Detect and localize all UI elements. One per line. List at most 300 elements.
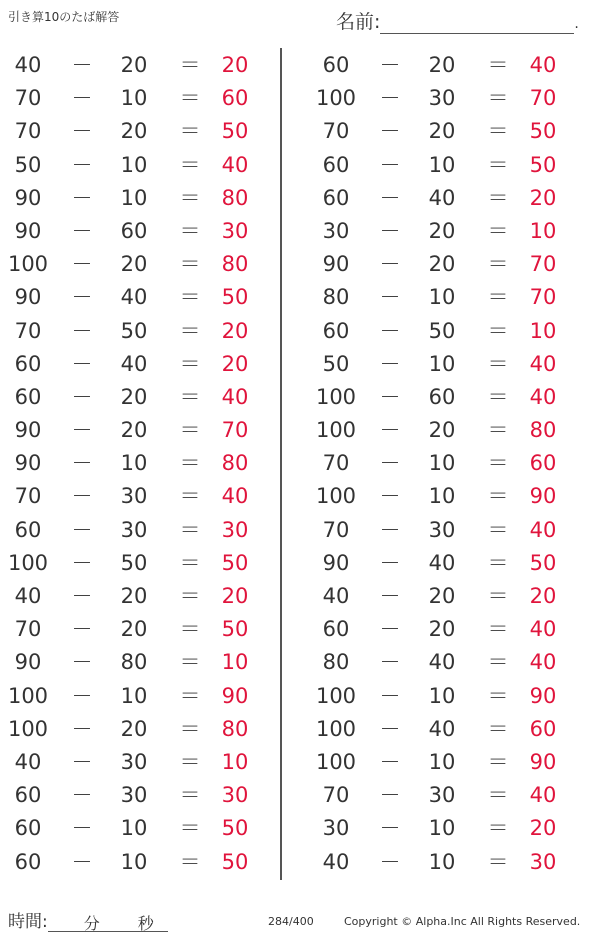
minuend: 60 xyxy=(322,617,350,642)
problem-row xyxy=(308,414,598,447)
equals-sign: ＝ xyxy=(179,517,201,542)
problem-row xyxy=(0,480,290,513)
problem-row xyxy=(0,82,290,115)
subtrahend: 10 xyxy=(428,451,456,476)
minuend: 90 xyxy=(14,285,42,310)
answer: 50 xyxy=(221,550,249,575)
answer: 40 xyxy=(529,617,557,642)
problem-row xyxy=(0,414,290,447)
equals-sign: ＝ xyxy=(179,849,201,874)
minuend: 100 xyxy=(315,716,357,741)
subtrahend: 20 xyxy=(120,53,148,77)
minutes-label: 分 xyxy=(83,914,100,933)
problem-row xyxy=(308,846,598,879)
equals-sign: ＝ xyxy=(487,716,509,741)
minus-sign: － xyxy=(71,86,93,111)
minuend: 100 xyxy=(315,683,357,708)
minuend: 100 xyxy=(7,252,49,277)
answer: 80 xyxy=(221,252,249,277)
equals-sign: ＝ xyxy=(179,550,201,575)
answer: 60 xyxy=(529,451,557,476)
minuend: 100 xyxy=(7,550,49,575)
subtrahend: 60 xyxy=(120,218,148,243)
subtrahend: 20 xyxy=(120,119,148,144)
minus-sign: － xyxy=(379,749,401,774)
minuend: 40 xyxy=(322,849,350,874)
problem-row xyxy=(308,49,598,82)
answer: 20 xyxy=(221,318,249,343)
name-end-mark: . xyxy=(574,16,579,32)
problem-row xyxy=(308,215,598,248)
minuend: 90 xyxy=(14,451,42,476)
answer: 30 xyxy=(221,517,249,542)
equals-sign: ＝ xyxy=(487,53,509,77)
minuend: 90 xyxy=(14,185,42,210)
equals-sign: ＝ xyxy=(179,218,201,243)
equals-sign: ＝ xyxy=(179,318,201,343)
equals-sign: ＝ xyxy=(487,550,509,575)
minus-sign: － xyxy=(379,318,401,343)
problem-row xyxy=(308,514,598,547)
minus-sign: － xyxy=(379,584,401,608)
right-problem-column xyxy=(308,49,598,879)
problem-row xyxy=(0,713,290,746)
problem-row xyxy=(308,580,598,613)
minuend: 90 xyxy=(14,650,42,675)
answer: 40 xyxy=(529,351,557,376)
minus-sign: － xyxy=(379,683,401,708)
equals-sign: ＝ xyxy=(487,384,509,409)
minus-sign: － xyxy=(71,584,93,608)
answer: 50 xyxy=(221,816,249,841)
minus-sign: － xyxy=(379,218,401,243)
equals-sign: ＝ xyxy=(179,749,201,774)
name-blank-line xyxy=(380,13,574,34)
problem-row xyxy=(308,779,598,812)
answer: 10 xyxy=(529,318,557,343)
equals-sign: ＝ xyxy=(179,152,201,177)
minus-sign: － xyxy=(379,451,401,476)
subtrahend: 30 xyxy=(428,783,456,808)
equals-sign: ＝ xyxy=(179,484,201,509)
minuend: 60 xyxy=(322,318,350,343)
problem-row xyxy=(308,447,598,480)
equals-sign: ＝ xyxy=(487,451,509,476)
subtrahend: 30 xyxy=(120,749,148,774)
minuend: 40 xyxy=(14,749,42,774)
subtrahend: 10 xyxy=(120,816,148,841)
problem-row xyxy=(308,182,598,215)
copyright-notice: Copyright © Alpha.Inc All Rights Reserved. xyxy=(344,915,581,928)
answer: 50 xyxy=(221,617,249,642)
answer: 90 xyxy=(529,683,557,708)
subtrahend: 10 xyxy=(120,185,148,210)
equals-sign: ＝ xyxy=(487,351,509,376)
minus-sign: － xyxy=(71,318,93,343)
equals-sign: ＝ xyxy=(179,285,201,310)
equals-sign: ＝ xyxy=(487,683,509,708)
minus-sign: － xyxy=(71,816,93,841)
minuend: 30 xyxy=(322,218,350,243)
minuend: 70 xyxy=(14,617,42,642)
equals-sign: ＝ xyxy=(487,584,509,608)
answer: 40 xyxy=(221,384,249,409)
equals-sign: ＝ xyxy=(487,783,509,808)
answer: 20 xyxy=(529,816,557,841)
subtrahend: 10 xyxy=(120,849,148,874)
minus-sign: － xyxy=(379,650,401,675)
subtrahend: 20 xyxy=(428,218,456,243)
minuend: 60 xyxy=(14,816,42,841)
answer: 50 xyxy=(529,550,557,575)
answer: 40 xyxy=(221,152,249,177)
minus-sign: － xyxy=(71,849,93,874)
subtrahend: 20 xyxy=(120,716,148,741)
problem-row xyxy=(0,115,290,148)
minus-sign: － xyxy=(379,285,401,310)
subtrahend: 20 xyxy=(120,384,148,409)
problem-row xyxy=(0,779,290,812)
answer: 80 xyxy=(221,451,249,476)
answer: 90 xyxy=(529,484,557,509)
answer: 20 xyxy=(529,185,557,210)
equals-sign: ＝ xyxy=(179,683,201,708)
seconds-label: 秒 xyxy=(137,914,154,933)
problem-row xyxy=(308,281,598,314)
subtrahend: 20 xyxy=(428,252,456,277)
equals-sign: ＝ xyxy=(179,185,201,210)
minus-sign: － xyxy=(71,252,93,277)
equals-sign: ＝ xyxy=(487,749,509,774)
problem-row xyxy=(0,315,290,348)
minuend: 100 xyxy=(7,716,49,741)
minuend: 40 xyxy=(14,584,42,608)
problem-row xyxy=(0,215,290,248)
subtrahend: 30 xyxy=(120,783,148,808)
problem-row xyxy=(308,713,598,746)
minus-sign: － xyxy=(379,185,401,210)
answer: 70 xyxy=(221,418,249,443)
left-problem-column xyxy=(0,49,290,879)
subtrahend: 40 xyxy=(428,550,456,575)
problem-row xyxy=(308,812,598,845)
subtrahend: 30 xyxy=(428,86,456,111)
time-label: 時間: xyxy=(8,912,48,932)
answer: 60 xyxy=(221,86,249,111)
minus-sign: － xyxy=(379,351,401,376)
minus-sign: － xyxy=(379,617,401,642)
answer: 40 xyxy=(529,517,557,542)
subtrahend: 80 xyxy=(120,650,148,675)
problem-row xyxy=(0,447,290,480)
answer: 30 xyxy=(529,849,557,874)
answer: 90 xyxy=(221,683,249,708)
minus-sign: － xyxy=(71,218,93,243)
minuend: 70 xyxy=(14,484,42,509)
equals-sign: ＝ xyxy=(179,716,201,741)
equals-sign: ＝ xyxy=(487,617,509,642)
subtrahend: 20 xyxy=(120,252,148,277)
problem-row xyxy=(0,746,290,779)
equals-sign: ＝ xyxy=(179,451,201,476)
answer: 20 xyxy=(221,351,249,376)
subtrahend: 20 xyxy=(120,418,148,443)
equals-sign: ＝ xyxy=(487,484,509,509)
minuend: 40 xyxy=(322,584,350,608)
answer: 20 xyxy=(221,53,249,77)
subtrahend: 40 xyxy=(120,285,148,310)
time-blank-line xyxy=(48,911,168,932)
answer: 70 xyxy=(529,252,557,277)
equals-sign: ＝ xyxy=(179,617,201,642)
problem-row xyxy=(308,315,598,348)
minuend: 100 xyxy=(315,484,357,509)
minuend: 60 xyxy=(14,351,42,376)
minuend: 60 xyxy=(14,517,42,542)
problem-row xyxy=(308,82,598,115)
minuend: 70 xyxy=(14,119,42,144)
subtrahend: 30 xyxy=(120,484,148,509)
minus-sign: － xyxy=(71,185,93,210)
subtrahend: 20 xyxy=(120,584,148,608)
subtrahend: 50 xyxy=(120,318,148,343)
minus-sign: － xyxy=(379,783,401,808)
problem-row xyxy=(0,381,290,414)
subtrahend: 10 xyxy=(120,683,148,708)
subtrahend: 10 xyxy=(120,86,148,111)
problem-row xyxy=(0,348,290,381)
equals-sign: ＝ xyxy=(487,185,509,210)
minuend: 30 xyxy=(322,816,350,841)
subtrahend: 40 xyxy=(428,650,456,675)
minus-sign: － xyxy=(379,550,401,575)
answer: 10 xyxy=(529,218,557,243)
subtrahend: 50 xyxy=(120,550,148,575)
minus-sign: － xyxy=(379,418,401,443)
problem-row xyxy=(308,480,598,513)
problem-row xyxy=(0,149,290,182)
subtrahend: 10 xyxy=(120,152,148,177)
minus-sign: － xyxy=(71,716,93,741)
subtrahend: 10 xyxy=(428,683,456,708)
minuend: 70 xyxy=(14,86,42,111)
minus-sign: － xyxy=(379,152,401,177)
subtrahend: 40 xyxy=(428,185,456,210)
subtrahend: 10 xyxy=(120,451,148,476)
name-label: 名前: xyxy=(336,11,381,33)
subtrahend: 20 xyxy=(428,617,456,642)
subtrahend: 10 xyxy=(428,351,456,376)
answer: 40 xyxy=(529,650,557,675)
equals-sign: ＝ xyxy=(487,849,509,874)
minuend: 100 xyxy=(315,418,357,443)
minus-sign: － xyxy=(379,816,401,841)
answer: 30 xyxy=(221,218,249,243)
minus-sign: － xyxy=(71,285,93,310)
equals-sign: ＝ xyxy=(179,816,201,841)
minus-sign: － xyxy=(71,451,93,476)
minus-sign: － xyxy=(379,86,401,111)
minus-sign: － xyxy=(379,252,401,277)
problem-row xyxy=(0,182,290,215)
minuend: 80 xyxy=(322,650,350,675)
equals-sign: ＝ xyxy=(179,418,201,443)
equals-sign: ＝ xyxy=(487,285,509,310)
subtrahend: 10 xyxy=(428,484,456,509)
answer: 30 xyxy=(221,783,249,808)
problem-row xyxy=(0,514,290,547)
equals-sign: ＝ xyxy=(179,650,201,675)
minuend: 80 xyxy=(322,285,350,310)
subtrahend: 20 xyxy=(428,418,456,443)
equals-sign: ＝ xyxy=(179,384,201,409)
minuend: 90 xyxy=(14,418,42,443)
minuend: 60 xyxy=(322,152,350,177)
time-field xyxy=(8,907,168,932)
subtrahend: 10 xyxy=(428,152,456,177)
subtrahend: 20 xyxy=(428,53,456,77)
minus-sign: － xyxy=(71,484,93,509)
worksheet-title: 引き算10のたば解答 xyxy=(8,10,120,24)
answer: 80 xyxy=(221,185,249,210)
subtrahend: 30 xyxy=(120,517,148,542)
equals-sign: ＝ xyxy=(487,517,509,542)
minuend: 60 xyxy=(322,53,350,77)
minus-sign: － xyxy=(71,517,93,542)
name-field xyxy=(336,7,579,34)
minus-sign: － xyxy=(71,384,93,409)
minus-sign: － xyxy=(71,650,93,675)
answer: 50 xyxy=(221,849,249,874)
subtrahend: 10 xyxy=(428,749,456,774)
equals-sign: ＝ xyxy=(179,86,201,111)
subtrahend: 40 xyxy=(428,716,456,741)
subtrahend: 40 xyxy=(120,351,148,376)
subtrahend: 20 xyxy=(428,584,456,608)
minuend: 50 xyxy=(14,152,42,177)
answer: 80 xyxy=(221,716,249,741)
answer: 40 xyxy=(221,484,249,509)
minus-sign: － xyxy=(71,550,93,575)
answer: 80 xyxy=(529,418,557,443)
subtrahend: 50 xyxy=(428,318,456,343)
minus-sign: － xyxy=(71,119,93,144)
problem-row xyxy=(308,613,598,646)
subtrahend: 20 xyxy=(428,119,456,144)
minuend: 60 xyxy=(14,849,42,874)
answer: 20 xyxy=(221,584,249,608)
answer: 10 xyxy=(221,749,249,774)
equals-sign: ＝ xyxy=(487,816,509,841)
equals-sign: ＝ xyxy=(179,351,201,376)
minus-sign: － xyxy=(71,749,93,774)
equals-sign: ＝ xyxy=(179,252,201,277)
minus-sign: － xyxy=(71,617,93,642)
minuend: 70 xyxy=(322,783,350,808)
minus-sign: － xyxy=(379,517,401,542)
problem-row xyxy=(0,248,290,281)
minus-sign: － xyxy=(71,351,93,376)
problem-row xyxy=(308,149,598,182)
subtrahend: 30 xyxy=(428,517,456,542)
subtrahend: 60 xyxy=(428,384,456,409)
answer: 50 xyxy=(529,152,557,177)
equals-sign: ＝ xyxy=(487,119,509,144)
problem-row xyxy=(0,547,290,580)
minus-sign: － xyxy=(379,53,401,77)
minus-sign: － xyxy=(379,119,401,144)
answer: 20 xyxy=(529,584,557,608)
problem-row xyxy=(308,680,598,713)
answer: 70 xyxy=(529,86,557,111)
equals-sign: ＝ xyxy=(487,86,509,111)
answer: 40 xyxy=(529,53,557,77)
minuend: 100 xyxy=(315,86,357,111)
answer: 50 xyxy=(529,119,557,144)
problem-row xyxy=(0,613,290,646)
answer: 90 xyxy=(529,749,557,774)
minuend: 90 xyxy=(322,252,350,277)
problem-row xyxy=(308,248,598,281)
minus-sign: － xyxy=(379,849,401,874)
minuend: 70 xyxy=(322,119,350,144)
subtrahend: 10 xyxy=(428,849,456,874)
subtrahend: 20 xyxy=(120,617,148,642)
minuend: 100 xyxy=(315,384,357,409)
minus-sign: － xyxy=(379,716,401,741)
problem-row xyxy=(0,580,290,613)
answer: 60 xyxy=(529,716,557,741)
problem-row xyxy=(308,381,598,414)
minus-sign: － xyxy=(71,53,93,77)
equals-sign: ＝ xyxy=(487,218,509,243)
minus-sign: － xyxy=(71,152,93,177)
minus-sign: － xyxy=(379,384,401,409)
problem-row xyxy=(0,49,290,82)
minuend: 60 xyxy=(14,384,42,409)
minuend: 90 xyxy=(322,550,350,575)
equals-sign: ＝ xyxy=(487,418,509,443)
minus-sign: － xyxy=(71,683,93,708)
subtrahend: 10 xyxy=(428,285,456,310)
answer: 40 xyxy=(529,384,557,409)
problem-row xyxy=(308,746,598,779)
equals-sign: ＝ xyxy=(487,152,509,177)
problem-row xyxy=(0,281,290,314)
subtrahend: 10 xyxy=(428,816,456,841)
minus-sign: － xyxy=(71,783,93,808)
minuend: 100 xyxy=(7,683,49,708)
equals-sign: ＝ xyxy=(487,252,509,277)
problem-row xyxy=(308,348,598,381)
minuend: 70 xyxy=(14,318,42,343)
problem-row xyxy=(0,646,290,679)
problem-row xyxy=(308,115,598,148)
minuend: 60 xyxy=(322,185,350,210)
equals-sign: ＝ xyxy=(487,650,509,675)
problem-row xyxy=(308,547,598,580)
minuend: 90 xyxy=(14,218,42,243)
equals-sign: ＝ xyxy=(179,53,201,77)
problem-row xyxy=(308,646,598,679)
minus-sign: － xyxy=(71,418,93,443)
problem-row xyxy=(0,846,290,879)
answer: 40 xyxy=(529,783,557,808)
page-number: 284/400 xyxy=(268,915,314,928)
answer: 10 xyxy=(221,650,249,675)
problem-row xyxy=(0,680,290,713)
answer: 70 xyxy=(529,285,557,310)
